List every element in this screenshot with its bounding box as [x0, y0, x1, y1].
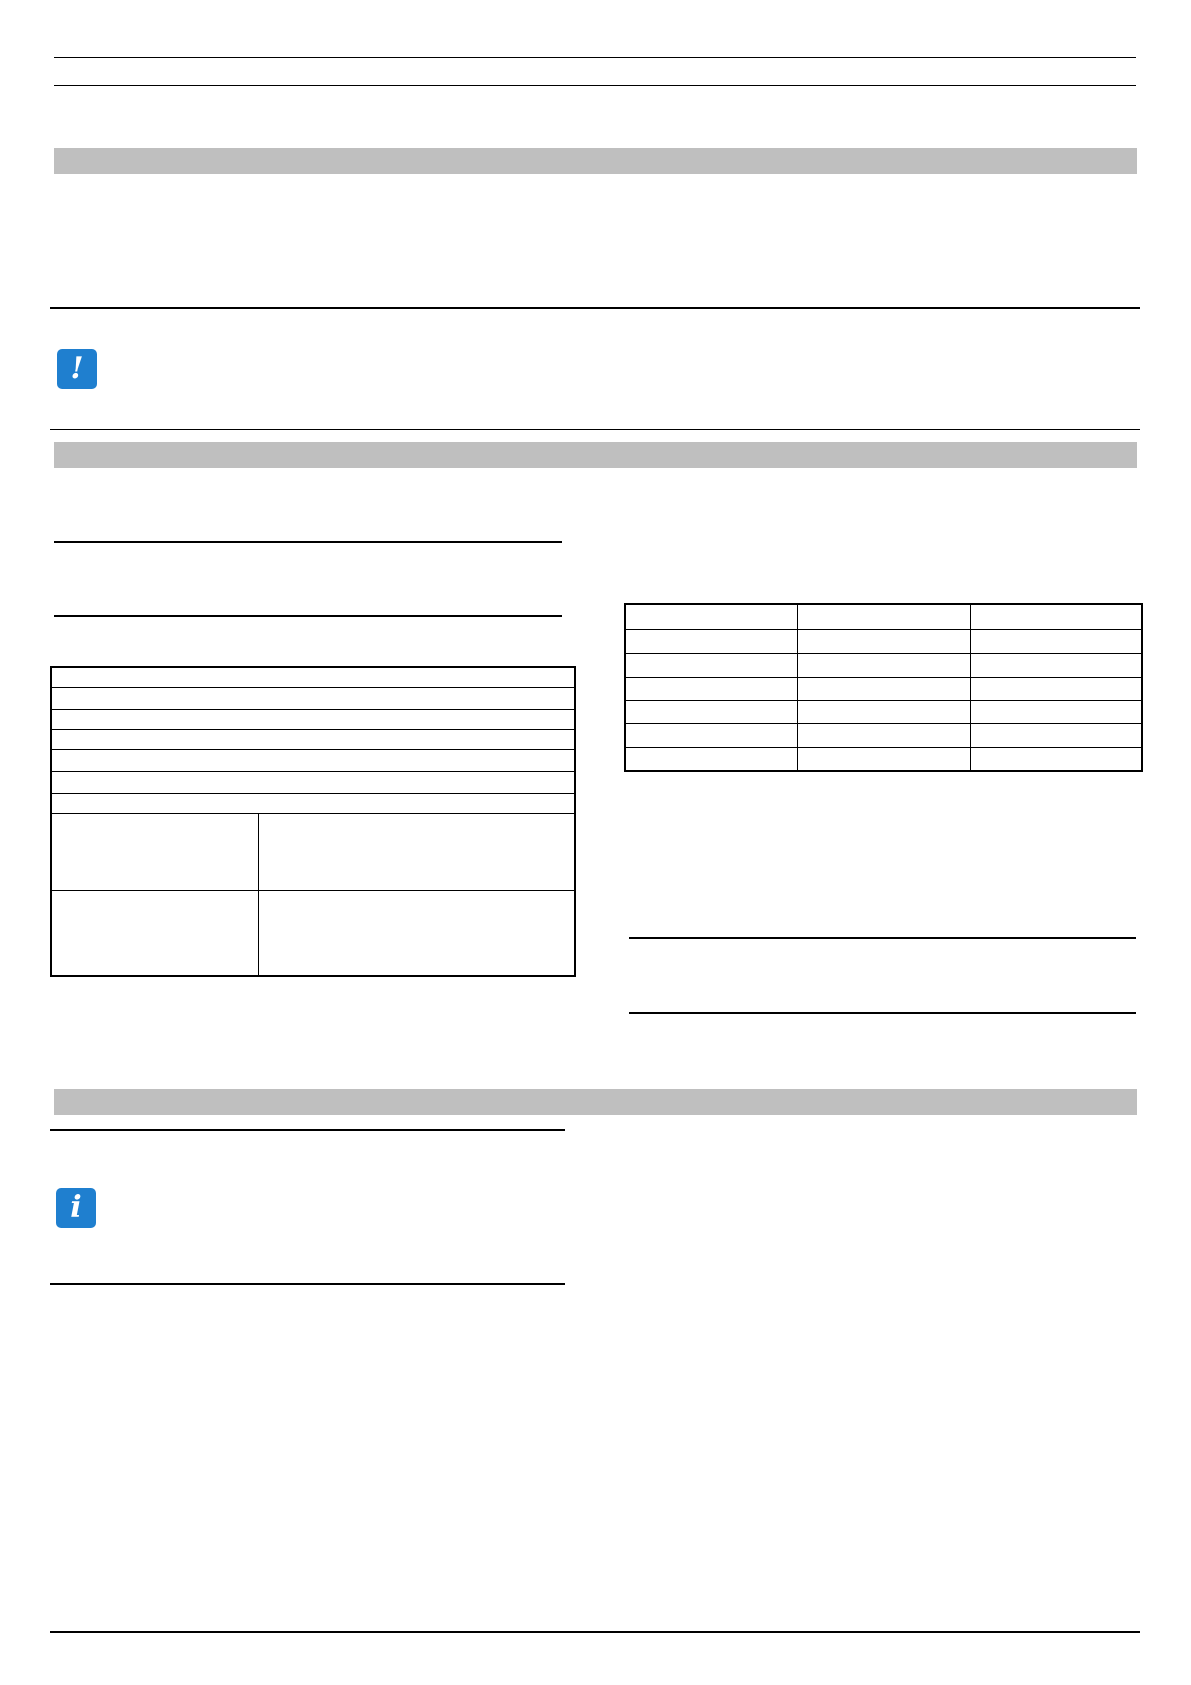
right-spec-table	[624, 603, 1143, 772]
table-row	[51, 687, 575, 709]
info-icon: i	[56, 1188, 96, 1228]
table-row	[51, 749, 575, 771]
table-row	[625, 677, 1142, 700]
right-rule-1	[629, 937, 1136, 939]
table-row	[51, 729, 575, 749]
table-row	[625, 604, 1142, 629]
table-row	[625, 629, 1142, 653]
table-row	[625, 723, 1142, 747]
footer-rule	[50, 1631, 1140, 1633]
left-rule-2	[54, 615, 562, 617]
section-bar-2	[54, 442, 1137, 468]
table-row	[51, 793, 575, 813]
caution-rule-bottom	[50, 429, 1140, 430]
section-bar-3	[54, 1089, 1137, 1115]
header-rule-bottom	[54, 85, 1136, 86]
header-rule-top	[54, 57, 1136, 58]
table-row	[625, 653, 1142, 677]
left-rule-1	[54, 541, 562, 543]
table-row	[51, 709, 575, 729]
table-row	[625, 700, 1142, 723]
table-row	[51, 771, 575, 793]
table-row	[51, 890, 575, 976]
info-rule-bottom	[50, 1283, 565, 1285]
left-spec-table	[50, 666, 576, 977]
exclamation-icon: !	[57, 349, 97, 389]
table-row	[51, 667, 575, 687]
right-rule-2	[629, 1012, 1136, 1014]
table-row	[51, 813, 575, 890]
section-bar-1	[54, 148, 1137, 174]
info-rule-top	[50, 1129, 565, 1131]
caution-rule-top	[50, 307, 1140, 309]
table-row	[625, 747, 1142, 771]
